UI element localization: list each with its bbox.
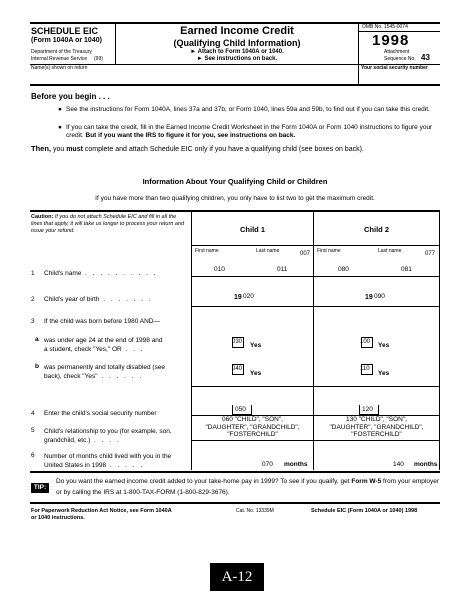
c2-code: 077 bbox=[425, 251, 436, 257]
main-title: Earned Income Credit bbox=[180, 25, 294, 37]
dept-code: (99) bbox=[94, 56, 103, 62]
c2-3b-yes: Yes bbox=[378, 370, 390, 377]
c2-3b-code: 110 bbox=[360, 366, 370, 372]
line-6-text-2: United States in 1998 bbox=[44, 462, 107, 469]
c2-ssn-code: 120 bbox=[362, 406, 373, 413]
c2-year-prefix: 19 bbox=[365, 294, 373, 301]
then-word: Then, bbox=[31, 144, 51, 153]
line-5-number: 5 bbox=[31, 427, 35, 434]
footer-cat: Cat. No. 13339M bbox=[236, 508, 274, 514]
tip-text bbox=[56, 476, 441, 498]
c2-last-name[interactable]: 081 bbox=[401, 266, 412, 273]
c1-first-name[interactable]: 010 bbox=[214, 266, 225, 273]
footer-left-1: For Paperwork Reduction Act Notice, see Form 1040A bbox=[31, 508, 172, 514]
line-2-label: Child's year of birth . . . . . . . bbox=[44, 296, 153, 303]
line-1-number: 1 bbox=[31, 270, 35, 277]
footer-notice bbox=[31, 508, 172, 522]
c2-rel-line-2: "DAUGHTER", "GRANDCHILD", bbox=[329, 423, 424, 431]
c1-3a-yes: Yes bbox=[250, 342, 262, 349]
c2-3a-yes: Yes bbox=[378, 342, 390, 349]
line-5-text-1: Child's relationship to you (for example, son, bbox=[44, 428, 172, 435]
c1-rel-line-2: "DAUGHTER", "GRANDCHILD", bbox=[205, 423, 300, 431]
line-3a-text-2: a student, check "Yes," OR bbox=[44, 346, 122, 353]
bullet-2: ● If you can take the credit, fill in the Earned Income Credit Worksheet in the Form 1040A or Form 1040 instructions to figure your credit. But if you want the IRS to figure it for you, see instructions on back. bbox=[58, 124, 433, 139]
line-6-label: Number of months child lived with you in the United States in 1998 . . . . . bbox=[44, 453, 172, 469]
tip-form-w5: Form W-5 bbox=[351, 478, 382, 485]
c1-relationship[interactable] bbox=[192, 416, 313, 439]
c1-year[interactable]: 020 bbox=[243, 293, 254, 300]
then-must: must bbox=[66, 146, 83, 153]
c1-rel-line-1: 060 "CHILD", "SON", bbox=[222, 416, 283, 423]
c1-last-name-label: Last name bbox=[256, 248, 280, 254]
c1-months-value[interactable]: 070 bbox=[262, 461, 273, 468]
c1-ssn-code: 050 bbox=[235, 406, 246, 413]
sequence-label: Sequence No. bbox=[384, 56, 416, 62]
line-1-label: Child's name . . . . . . . . . . bbox=[44, 270, 158, 277]
line-5-text-2: grandchild, etc.) bbox=[44, 437, 91, 444]
omb-number: OMB No. 1545-0074 bbox=[362, 24, 408, 30]
child-1-header: Child 1 bbox=[239, 225, 265, 234]
c1-rel-line-3: "FOSTERCHILD" bbox=[227, 431, 278, 438]
caution-text: If you do not attach Schedule EIC and fill in all the lines that apply, it will take us longer to process your return and issue your refund. bbox=[31, 214, 185, 234]
tip-text-a: Do you want the earned income credit added to your take-home pay in 1999? To see if you qualify, get bbox=[56, 478, 352, 485]
line-1-text: Child's name bbox=[44, 270, 82, 277]
line-4-number: 4 bbox=[31, 410, 35, 417]
footer-right: Schedule EIC (Form 1040A or 1040) 1998 bbox=[311, 508, 418, 514]
c2-months-value[interactable]: 140 bbox=[393, 461, 404, 468]
line-3-label: If the child was born before 1980 AND— bbox=[44, 318, 160, 325]
c2-first-name[interactable]: 080 bbox=[338, 266, 349, 273]
c2-months-label: months bbox=[414, 461, 438, 468]
footer-left-2: or 1040 instructions. bbox=[31, 515, 85, 521]
line-6-number: 6 bbox=[31, 452, 35, 459]
then-line bbox=[31, 144, 441, 153]
line-2-number: 2 bbox=[31, 296, 35, 303]
tip-badge: TIP: bbox=[31, 483, 49, 493]
dept-line-1: Department of the Treasury bbox=[31, 49, 92, 55]
c2-rel-line-1: 130 "CHILD", "SON", bbox=[346, 416, 407, 423]
c1-code: 007 bbox=[300, 251, 311, 257]
ssn-field[interactable] bbox=[360, 71, 439, 83]
caution-label: Caution: bbox=[31, 214, 54, 220]
c1-3b-code: 040 bbox=[232, 366, 243, 372]
page-label-text: A-12 bbox=[221, 569, 253, 585]
dept-line-2: Internal Revenue Service bbox=[31, 56, 88, 62]
attach-line: ► Attach to Form 1040A or 1040. bbox=[190, 49, 284, 55]
c1-months-label: months bbox=[284, 461, 308, 468]
bullet-2-bold: But if you want the IRS to figure it for you, see instructions on back. bbox=[85, 132, 296, 139]
page-label bbox=[210, 563, 264, 591]
tax-year: 1998 bbox=[372, 32, 410, 49]
form-subtitle: (Form 1040A or 1040) bbox=[31, 37, 102, 44]
c2-relationship[interactable] bbox=[314, 416, 439, 439]
sequence-number: 43 bbox=[421, 53, 430, 62]
c1-last-name[interactable]: 011 bbox=[277, 266, 288, 273]
line-2-text: Child's year of birth bbox=[44, 296, 100, 303]
c2-first-name-label: First name bbox=[317, 248, 341, 254]
bullet-1-text: See the instructions for Form 1040A, lines 37a and 37b, or Form 1040, lines 59a and 59b, to find out if you can take this credit. bbox=[66, 106, 430, 113]
line-3a-label: was under age 24 at the end of 1998 and a student, check "Yes," OR . . . bbox=[44, 337, 163, 353]
c2-last-name-label: Last name bbox=[378, 248, 402, 254]
c1-3a-code: 030 bbox=[232, 339, 243, 345]
form-title: SCHEDULE EIC bbox=[31, 26, 99, 36]
line-3a-text-1: was under age 24 at the end of 1998 and bbox=[44, 337, 163, 344]
line-3b-text-2: back), check "Yes" bbox=[44, 373, 98, 380]
main-subtitle: (Qualifying Child Information) bbox=[173, 38, 301, 48]
c1-3b-yes: Yes bbox=[250, 370, 262, 377]
caution-note bbox=[31, 214, 188, 235]
line-6-text-1: Number of months child lived with you in the bbox=[44, 453, 172, 460]
attachment-label: Attachment bbox=[384, 49, 410, 55]
line-4-label: Enter the child's social security number bbox=[44, 410, 157, 417]
line-3b-text-1: was permanently and totally disabled (see bbox=[44, 364, 166, 371]
then-rest: complete and attach Schedule EIC only if you have a qualifying child (see boxes on back). bbox=[82, 146, 364, 153]
c1-year-prefix: 19 bbox=[234, 294, 242, 301]
bullet-1: ● See the instructions for Form 1040A, lines 37a and 37b, or Form 1040, lines 59a and 59b, to find out if you can take this credit. bbox=[58, 106, 430, 113]
name-label: Name(s) shown on return bbox=[31, 65, 88, 71]
name-field[interactable] bbox=[31, 71, 356, 83]
c2-year[interactable]: 090 bbox=[374, 293, 385, 300]
line-3-number: 3 bbox=[31, 318, 35, 325]
instructions-line: ► See instructions on back. bbox=[196, 56, 278, 62]
ssn-label: Your social security number bbox=[361, 65, 428, 71]
c2-rel-line-3: "FOSTERCHILD" bbox=[351, 431, 402, 438]
child-2-header: Child 2 bbox=[363, 225, 389, 234]
line-3a-letter: a bbox=[35, 336, 39, 343]
tip-text-c: from your employer or by calling the IRS at 1-800-TAX-FORM (1-800-829-3676). bbox=[56, 478, 439, 496]
c2-3a-code: 100 bbox=[360, 339, 371, 345]
info-heading: Information About Your Qualifying Child or Children bbox=[142, 177, 328, 186]
line-3b-letter: b bbox=[35, 363, 39, 370]
line-3b-label: was permanently and totally disabled (see back), check "Yes" . . . . . . bbox=[44, 364, 166, 380]
then-you: you bbox=[51, 146, 67, 153]
line-5-label: Child's relationship to you (for example, son, grandchild, etc.) . . . . bbox=[44, 428, 172, 444]
bullet-2-text: If you can take the credit, fill in the Earned Income Credit Worksheet in the Form 1040A or Form 1040 instructions to figure your credit. bbox=[66, 124, 433, 139]
c1-first-name-label: First name bbox=[195, 248, 219, 254]
before-heading: Before you begin . . . bbox=[31, 92, 110, 101]
info-subline: If you have more than two qualifying children, you only have to list two to get the maximum credit. bbox=[95, 195, 375, 202]
